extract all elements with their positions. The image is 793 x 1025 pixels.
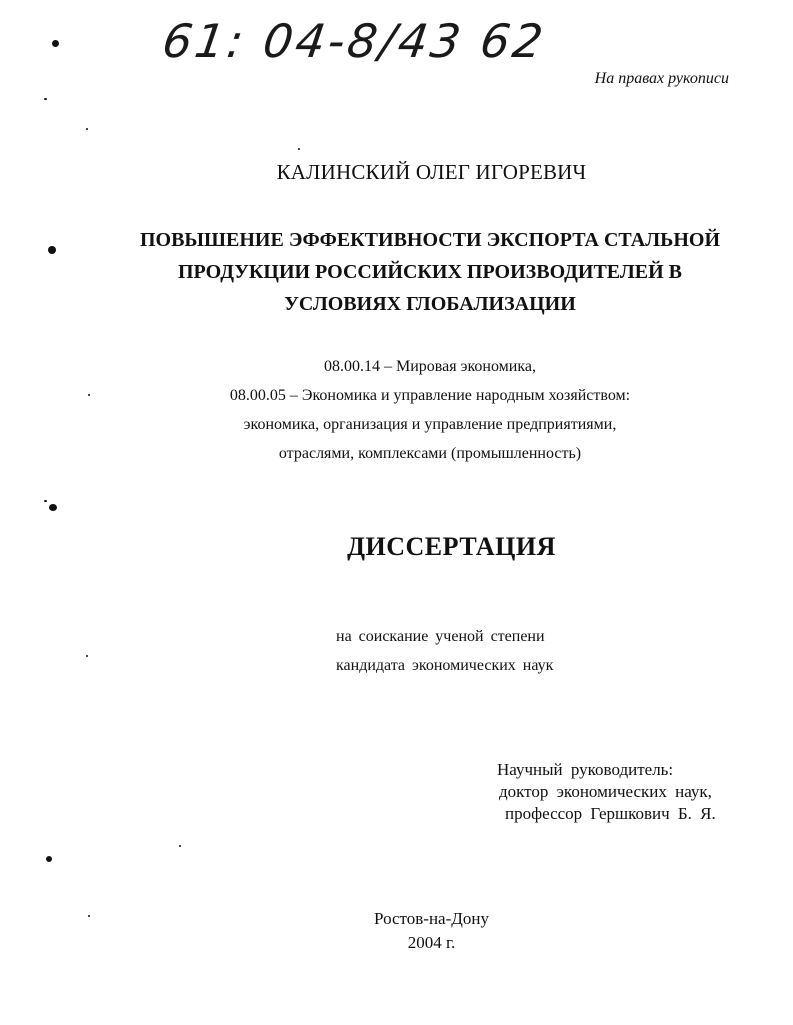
supervisor-degree: доктор экономических наук, <box>499 782 712 801</box>
archive-number-handwritten: 61: 04-8/43 62 <box>159 14 550 68</box>
scan-speck <box>44 98 47 100</box>
scan-speck <box>88 394 90 396</box>
scan-speck <box>48 246 56 254</box>
degree-line: кандидата экономических наук <box>336 657 554 674</box>
supervisor-name: профессор Гершкович Б. Я. <box>505 804 716 823</box>
scan-speck <box>179 845 181 847</box>
title-line: ПРОДУКЦИИ РОССИЙСКИХ ПРОИЗВОДИТЕЛЕЙ В <box>177 261 682 283</box>
specialty-line: экономика, организация и управление предприятиями, <box>243 416 617 433</box>
title-line: ПОВЫШЕНИЕ ЭФФЕКТИВНОСТИ ЭКСПОРТА СТАЛЬНОЙ <box>139 229 721 251</box>
place-and-year <box>0 907 793 955</box>
rights-note: На правах рукописи <box>594 70 729 87</box>
scan-speck <box>298 148 300 150</box>
scan-speck <box>86 128 88 130</box>
year: 2004 г. <box>407 933 456 952</box>
city: Ростов-на-Дону <box>374 909 489 928</box>
title-line: УСЛОВИЯХ ГЛОБАЛИЗАЦИИ <box>284 293 576 315</box>
specialty-codes <box>100 352 760 468</box>
scan-speck <box>52 40 59 47</box>
scientific-supervisor <box>497 759 716 825</box>
degree-statement <box>336 622 553 680</box>
scan-speck <box>86 655 88 657</box>
scan-speck <box>49 504 57 511</box>
document-type-heading: ДИССЕРТАЦИЯ <box>347 532 556 561</box>
specialty-line: отраслями, комплексами (промышленность) <box>278 445 582 462</box>
specialty-line: 08.00.05 – Экономика и управление народным хозяйством: <box>229 387 631 404</box>
scan-speck <box>88 915 90 917</box>
degree-line: на соискание ученой степени <box>336 628 545 645</box>
scan-speck <box>44 500 47 502</box>
dissertation-title <box>100 224 760 320</box>
author-name: КАЛИНСКИЙ ОЛЕГ ИГОРЕВИЧ <box>276 160 587 184</box>
specialty-line: 08.00.14 – Мировая экономика, <box>324 358 536 375</box>
scan-speck <box>46 856 52 862</box>
supervisor-label: Научный руководитель: <box>497 760 674 779</box>
